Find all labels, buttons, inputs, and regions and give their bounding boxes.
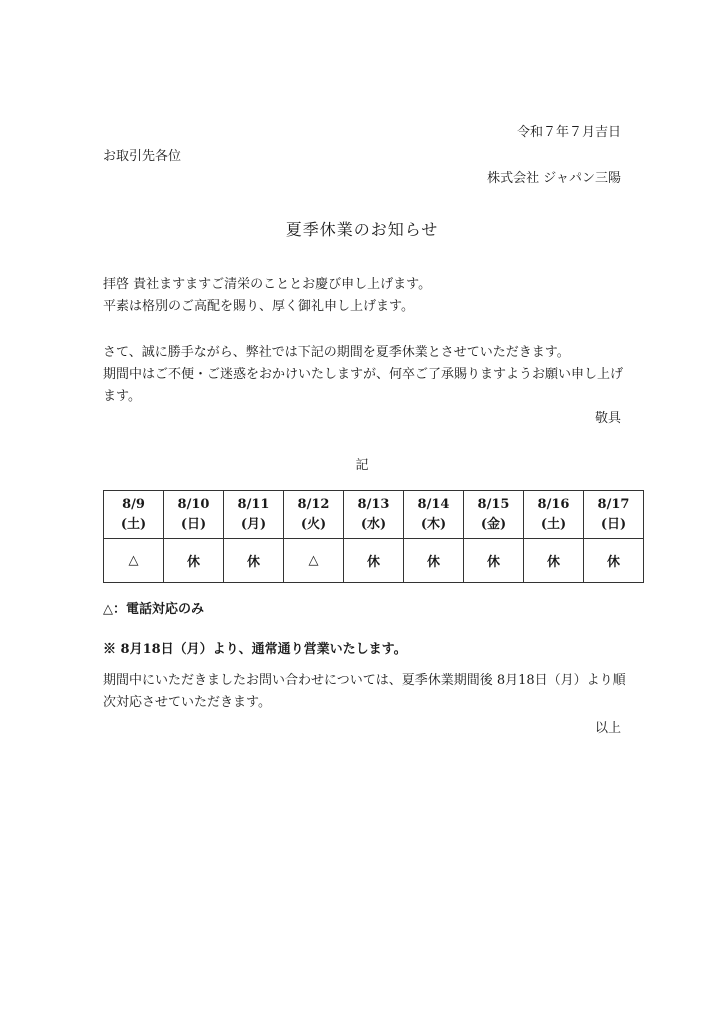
legend-note: △：電話対応のみ: [103, 602, 204, 617]
schedule-status-cell: △: [284, 539, 344, 583]
date-label: 8/13: [357, 496, 390, 512]
greeting-line-2: 平素は格別のご高配を賜り、厚く御礼申し上げます。: [103, 299, 414, 314]
date-label: 8/15: [477, 496, 510, 512]
date-label: 8/17: [597, 496, 630, 512]
date-label: 8/10: [177, 496, 210, 512]
resume-notice: ※ 8月18日（月）より、通常通り営業いたします。: [103, 642, 407, 657]
date-label: 8/16: [537, 496, 570, 512]
schedule-status-cell: 休: [464, 539, 524, 583]
date-label: 8/9: [122, 496, 145, 512]
closing-ijou: 以上: [594, 721, 621, 736]
weekday-label: (土): [120, 516, 147, 532]
weekday-label: (水): [360, 516, 387, 532]
schedule-status-cell: 休: [524, 539, 584, 583]
schedule-status-cell: 休: [224, 539, 284, 583]
addressee: お取引先各位: [103, 149, 182, 164]
date-label: 8/11: [237, 496, 270, 512]
weekday-label: (金): [480, 516, 507, 532]
date-label: 8/14: [417, 496, 450, 512]
greeting-line-1: 拝啓 貴社ますますご清栄のこととお慶び申し上げます。: [103, 277, 432, 292]
schedule-date-cell: [524, 491, 584, 539]
weekday-label: (月): [240, 516, 267, 532]
schedule-date-cell: [464, 491, 524, 539]
schedule-status-cell: 休: [584, 539, 644, 583]
weekday-label: (土): [540, 516, 567, 532]
schedule-date-cell: [404, 491, 464, 539]
notice-line-2: 期間中はご不便・ご迷惑をおかけいたしますが、何卒ご了承賜りますようお願い申し上げます。: [103, 367, 624, 404]
schedule-date-cell: [104, 491, 164, 539]
schedule-status-cell: 休: [404, 539, 464, 583]
weekday-label: (木): [420, 516, 447, 532]
schedule-status-row: [104, 539, 644, 583]
schedule-date-cell: [284, 491, 344, 539]
holiday-schedule-table: [103, 490, 644, 583]
notice-paragraph: [103, 342, 625, 408]
schedule-date-cell: [164, 491, 224, 539]
company-name: 株式会社 ジャパン三陽: [487, 171, 621, 186]
schedule-date-row: [104, 491, 644, 539]
inquiry-note: 期間中にいただきましたお問い合わせについては、夏季休業期間後 8月18日（月）より順次対応させていただきます。: [103, 673, 626, 710]
date-label: 8/12: [297, 496, 330, 512]
ki-marker: 記: [355, 458, 369, 473]
schedule-date-cell: [224, 491, 284, 539]
closing-keigu: 敬具: [594, 411, 621, 426]
schedule-status-cell: 休: [164, 539, 224, 583]
weekday-label: (日): [180, 516, 207, 532]
notice-line-1: さて、誠に勝手ながら、弊社では下記の期間を夏季休業とさせていただきます。: [103, 345, 570, 360]
issue-date: 令和７年７月吉日: [516, 125, 621, 140]
schedule-date-cell: [584, 491, 644, 539]
greeting-paragraph: [103, 274, 633, 318]
schedule-status-cell: 休: [344, 539, 404, 583]
schedule-status-cell: △: [104, 539, 164, 583]
weekday-label: (日): [600, 516, 627, 532]
weekday-label: (火): [300, 516, 327, 532]
document-title: 夏季休業のお知らせ: [285, 220, 439, 239]
schedule-date-cell: [344, 491, 404, 539]
